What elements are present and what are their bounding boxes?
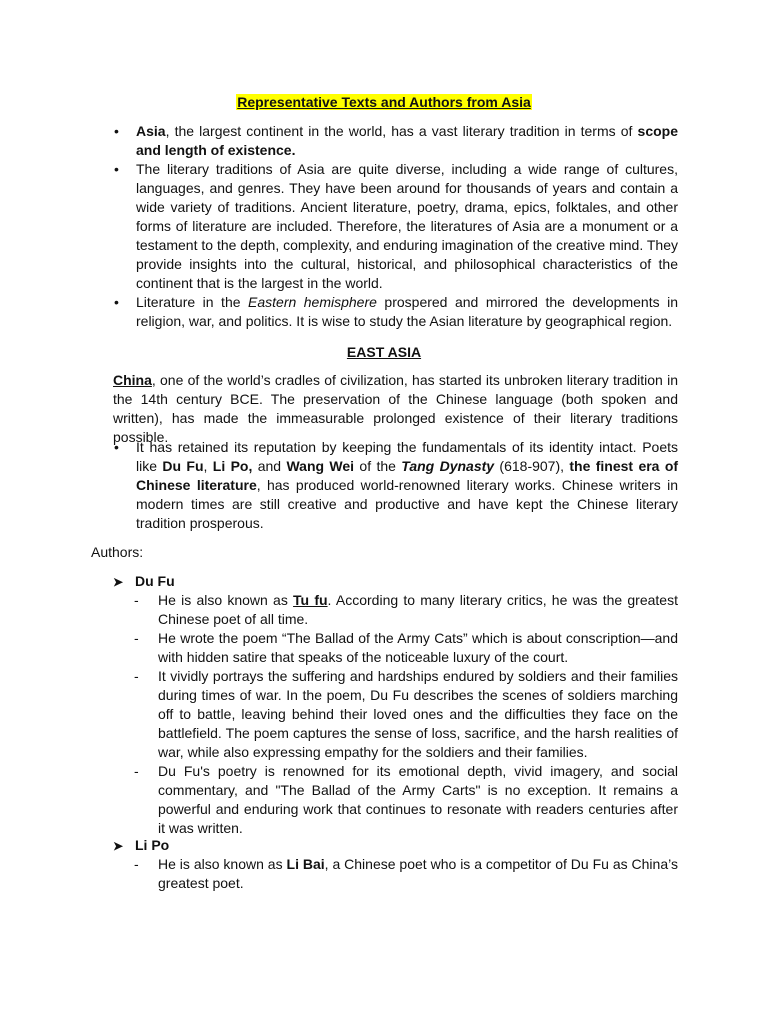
poets-text-2: , has produced world-renowned literary works. Chinese writers in modern times are still creative and productive and have kept the Chinese literary tradition prosperous. xyxy=(136,477,678,531)
author-heading-du-fu xyxy=(113,572,175,592)
section-heading-east-asia: EAST ASIA xyxy=(346,344,422,360)
arrowhead-icon: ➤ xyxy=(113,575,124,589)
intro-bullet-list xyxy=(136,122,678,331)
poet-du-fu: Du Fu xyxy=(162,458,204,474)
eastern-term: Eastern hemisphere xyxy=(248,294,377,310)
asia-term: Asia xyxy=(136,123,166,139)
du-fu-details-list xyxy=(158,591,678,838)
li-bai-term: Li Bai xyxy=(286,856,325,872)
poets-text-1: It has retained its reputation by keeping the fundamentals of its identity intact. Poets like xyxy=(136,439,678,474)
du-fu-item-suffering: - It vividly portrays the suffering and hardships endured by soldiers and their families during times of war. In the poem, Du Fu describes the scenes of soldiers marching off to battle, leaving behind their loved ones and the difficulties they face on the battlefield. The poem captures the sense of loss, sacrifice, and the harsh realities of war, while also expressing empathy for the soldiers and their families. xyxy=(158,667,678,762)
asia-text: , the largest continent in the world, has a vast literary tradition in terms of xyxy=(165,123,638,139)
li-po-item-li-bai xyxy=(158,855,678,893)
china-paragraph xyxy=(113,371,678,447)
finest-era-term: the finest era of Chinese literature xyxy=(136,458,679,493)
arrowhead-icon: ➤ xyxy=(113,839,124,853)
authors-label: Authors: xyxy=(91,544,144,560)
china-text: , one of the world’s cradles of civilization, has started its unbroken literary tradition in the 14th century BCE. The preservation of the Chinese language (both spoken and written), has made the immeasurable prolonged existence of their literary traditions possible. xyxy=(113,372,678,445)
china-term: China xyxy=(113,372,152,388)
author-name-du-fu: Du Fu xyxy=(135,573,175,589)
poets-sep-3: of the xyxy=(354,458,402,474)
li-po-details-list xyxy=(158,855,678,893)
author-name-li-po: Li Po xyxy=(135,837,170,853)
intro-bullet-diversity: • The literary traditions of Asia are quite diverse, including a wide range of cultures, languages, and genres. They have been around for thousands of years and contain a wide variety of traditions. Ancient literature, poetry, drama, epics, folktales, and other forms of literature are included. Therefore, the literatures of Asia are a monument or a testament to the depth, complexity, and enduring imagination of the creative mind. They provide insights into the cultural, historical, and philosophical characteristics of the continent that is the largest in the world. xyxy=(136,160,678,293)
poets-sep-1: , xyxy=(203,458,213,474)
poets-sep-2: and xyxy=(252,458,287,474)
eastern-text-1: Literature in the xyxy=(136,294,249,310)
tang-dates: (618-907), xyxy=(494,458,570,474)
poet-li-po: Li Po, xyxy=(212,458,253,474)
scope-term: scope and length of existence. xyxy=(136,123,678,158)
eastern-text-2: prospered and mirrored the developments in religion, war, and politics. It is wise to study the Asian literature by geographical region. xyxy=(136,294,678,329)
li-bai-text-1: He is also known as xyxy=(158,856,287,872)
title-wrap xyxy=(0,93,768,112)
du-fu-item-renowned: - Du Fu's poetry is renowned for its emotional depth, vivid imagery, and social commentary, and "The Ballad of the Army Carts" is no exception. It remains a powerful and enduring work that continues to resonate with readers centuries after it was written. xyxy=(158,762,678,838)
intro-bullet-eastern xyxy=(136,293,678,331)
tu-fu-text-1: He is also known as xyxy=(158,592,294,608)
du-fu-item-ballad: - He wrote the poem “The Ballad of the Army Cats” which is about conscription—and with hidden satire that speaks of the noticeable luxury of the court. xyxy=(158,629,678,667)
tang-dynasty-term: Tang Dynasty xyxy=(401,458,495,474)
intro-bullet-asia xyxy=(136,122,678,160)
tu-fu-text-2: . According to many literary critics, he was the greatest Chinese poet of all time. xyxy=(158,592,678,627)
author-heading-li-po xyxy=(113,836,169,856)
li-bai-text-2: , a Chinese poet who is a competitor of Du Fu as China’s greatest poet. xyxy=(158,856,678,891)
du-fu-item-tu-fu xyxy=(158,591,678,629)
tu-fu-term: Tu fu xyxy=(293,592,328,608)
poet-wang-wei: Wang Wei xyxy=(286,458,355,474)
china-bullet-list xyxy=(136,438,678,533)
page-title: Representative Texts and Authors from Asia xyxy=(237,94,531,110)
china-bullet-poets xyxy=(136,438,678,533)
